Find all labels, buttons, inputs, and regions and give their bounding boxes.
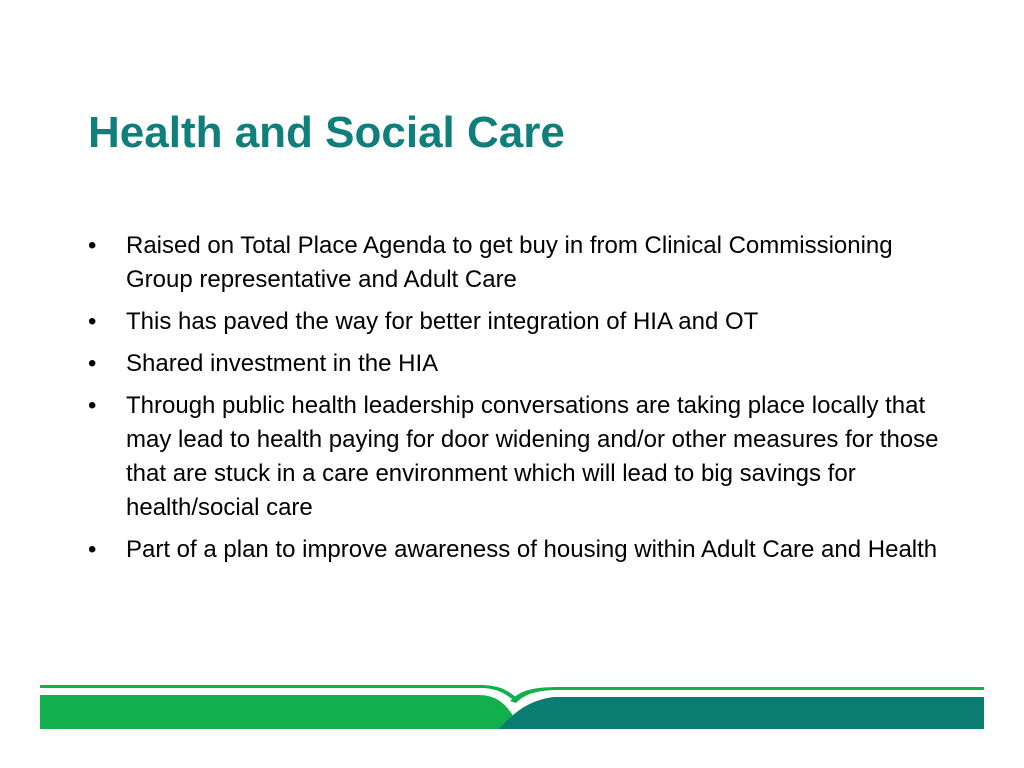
bullet-dot-icon: • <box>88 308 97 335</box>
bullet-text: Shared investment in the HIA <box>126 350 439 377</box>
bullet-item <box>88 229 948 297</box>
bullet-text: This has paved the way for better integration of HIA and OT <box>126 308 759 335</box>
bullet-text: Part of a plan to improve awareness of housing within Adult Care and Health <box>126 536 938 563</box>
slide-title: Health and Social Care <box>88 108 565 157</box>
bullet-list <box>88 229 948 575</box>
bullet-item <box>88 305 948 339</box>
bullet-text: Through public health leadership conversations are taking place locally that may lead to health paying for door widening and/or other measures for those that are stuck in a care environment which will lead to big savings for health/social care <box>126 392 939 521</box>
bullet-item <box>88 347 948 381</box>
bullet-dot-icon: • <box>88 350 97 377</box>
bullet-dot-icon: • <box>88 232 97 259</box>
bullet-text: Raised on Total Place Agenda to get buy in from Clinical Commissioning Group representative and Adult Care <box>126 232 893 293</box>
bullet-dot-icon: • <box>88 536 97 563</box>
footer-teal-bar <box>498 697 984 729</box>
bullet-dot-icon: • <box>88 392 97 419</box>
footer-green-bar <box>40 695 532 729</box>
bullet-item <box>88 533 948 567</box>
footer-wave-band <box>40 683 984 731</box>
bullet-item <box>88 389 948 525</box>
